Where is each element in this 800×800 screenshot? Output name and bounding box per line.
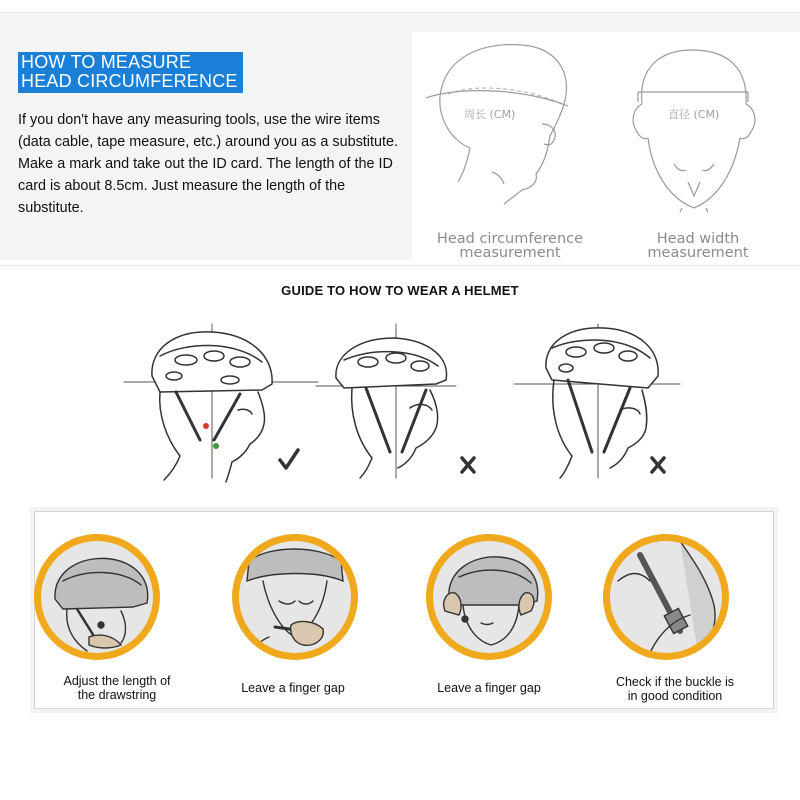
caption-circumference [426,232,594,260]
step-1-label [42,674,192,702]
step-1-label-line1: Adjust the length of [63,674,171,688]
wear-figure-wrong-1 [316,324,474,478]
top-divider [0,12,800,13]
caption-circumference-line2: measurement [459,245,561,261]
step-2-image [232,534,358,660]
wear-figure-correct [124,324,318,482]
step-4-image [603,534,729,660]
svg-text:直径 (CM): 直径 (CM) [668,108,720,121]
measure-title-line1: HOW TO MEASURE [21,52,192,72]
step-4-illustration [610,541,722,653]
measure-title-line2: HEAD CIRCUMFERENCE [21,71,238,91]
head-front-view [633,50,755,212]
step-3-image [426,534,552,660]
caption-circumference-line1: Head circumference [436,231,584,247]
wear-guide-title: GUIDE TO HOW TO WEAR A HELMET [281,283,519,298]
caption-width [624,232,772,260]
measure-section [0,14,800,260]
step-2-label [218,681,368,695]
measure-instructions-text: If you don't have any measuring tools, use the wire items (data cable, tape measure, etc.) around you as a substitute. Make a mark and take out the ID card. The length of the ID card is about 8.5cm. Just measure the length of the substitute. [18,112,398,216]
measure-diagrams [412,32,800,268]
step-1-illustration [41,541,153,653]
step-2-illustration [239,541,351,653]
step-3-label [414,681,564,695]
wear-figure-wrong-2 [514,324,680,478]
step-4-label [600,675,750,703]
step-1-image [34,534,160,660]
bottom-whitespace [0,718,800,800]
svg-text:周长 (CM): 周长 (CM) [464,108,516,121]
step-1-label-line2: the drawstring [77,688,157,702]
step-3-label-line1: Leave a finger gap [437,681,541,695]
step-3-illustration [433,541,545,653]
measure-instructions-panel [18,52,413,219]
head-side-profile [426,45,568,204]
caption-width-line1: Head width [656,231,740,247]
step-4-label-line1: Check if the buckle is [615,675,735,689]
step-4-label-line2: in good condition [627,689,723,703]
measure-title [18,52,243,93]
step-2-label-line1: Leave a finger gap [241,681,345,695]
caption-width-line2: measurement [647,245,749,261]
wear-guide-illustrations [0,318,800,488]
section-divider [0,265,800,266]
